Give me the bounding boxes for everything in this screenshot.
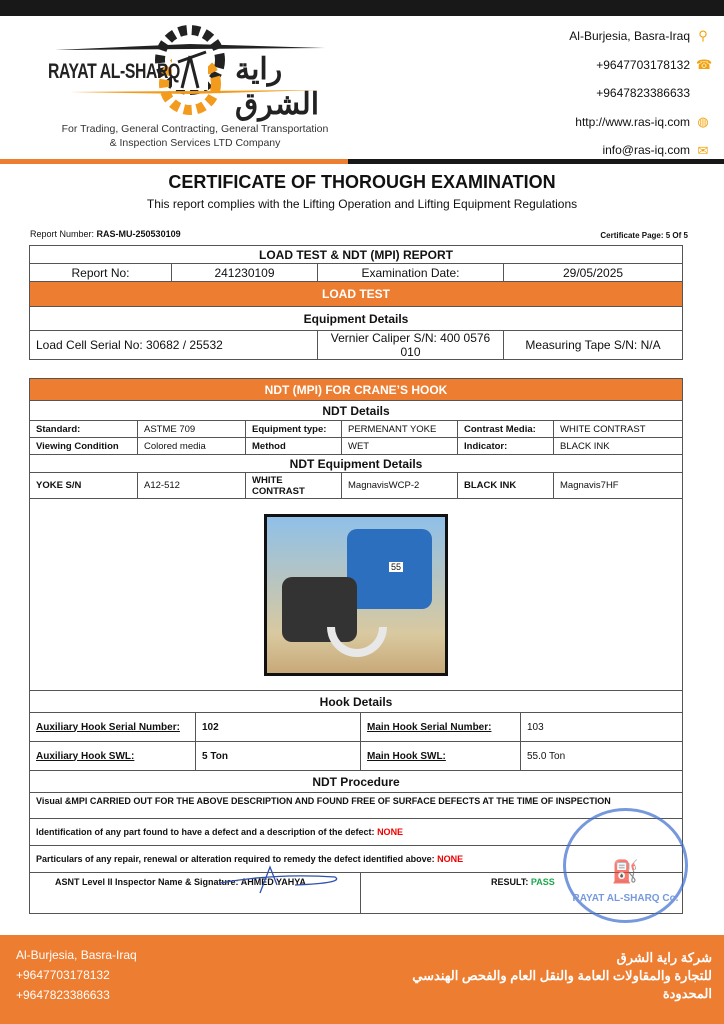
page-title: CERTIFICATE OF THOROUGH EXAMINATION [168,172,556,192]
footer: Al-Burjesia, Basra-Iraq +9647703178132 +9647823386633 شركة راية الشرق للتجارة والمقاولات العامة والنقل العام والفحص الهندسي المحدودة [0,935,724,1024]
table-cell: 103 [521,713,683,742]
table-cell: Identification of any part found to have a defect and a description of the defect: NONE [30,819,683,846]
table-cell: A12-512 [138,473,246,499]
table-cell: Auxiliary Hook Serial Number: [30,713,196,742]
table-cell: Equipment Details [30,307,683,331]
table-cell: Indicator: [458,438,554,455]
table-cell: WHITE CONTRAST [554,421,683,438]
table-cell: 241230109 [172,264,318,282]
table-cell: MagnavisWCP-2 [342,473,458,499]
company-logo: RAYAT AL-SHARQ راية الشرق For Trading, General Contracting, General Transportation & Inspection Services LTD Company [40,22,350,152]
website-link[interactable]: http://www.ras-iq.com [575,114,690,129]
inspector-signature: ASNT Level II Inspector Name & Signature: AHMED YAHYA [30,873,361,914]
load-test-table [29,245,683,360]
table-cell: Equipment type: [246,421,342,438]
table-cell: Main Hook Serial Number: [361,713,521,742]
divider [0,159,348,164]
table-cell: WET [342,438,458,455]
table-cell: Hook Details [30,691,683,713]
mail-icon: ✉ [697,142,709,158]
signature-mark [215,865,345,895]
table-cell: Auxiliary Hook SWL: [30,742,196,771]
table-cell: Colored media [138,438,246,455]
table-cell: Measuring Tape S/N: N/A [504,331,683,360]
phone: +9647823386633 [596,86,690,101]
location-pin-icon: ⚲ [698,28,708,44]
table-cell: 5 Ton [196,742,361,771]
table-cell: ASTME 709 [138,421,246,438]
top-bar [0,0,724,16]
table-cell: Method [246,438,342,455]
address: Al-Burjesia, Basra-Iraq [569,29,690,43]
divider [348,159,724,164]
table-cell: NDT Details [30,401,683,421]
phone-icon: ☎ [696,56,713,72]
table-cell: Vernier Caliper S/N: 400 0576 010 [318,331,504,360]
table-cell: BLACK INK [554,438,683,455]
table-cell: Magnavis7HF [554,473,683,499]
table-cell: NDT (MPI) FOR CRANE’S HOOK [30,379,683,401]
table-cell: 55.0 Ton [521,742,683,771]
table-cell: Contrast Media: [458,421,554,438]
email-link[interactable]: info@ras-iq.com [602,143,690,158]
table-cell: Main Hook SWL: [361,742,521,771]
table-cell: Viewing Condition [30,438,138,455]
table-cell: Examination Date: [318,264,504,282]
table-cell: NDT Equipment Details [30,455,683,473]
table-cell: Report No: [30,264,172,282]
phone: +9647703178132 [596,57,690,72]
table-cell: BLACK INK [458,473,554,499]
table-cell: YOKE S/N [30,473,138,499]
table-cell: Standard: [30,421,138,438]
certificate-page: Certificate Page: 5 Of 5 [600,231,688,240]
table-cell: LOAD TEST & NDT (MPI) REPORT [30,246,683,264]
table-cell: Particulars of any repair, renewal or alteration required to remedy the defect identified above: NONE [30,846,683,873]
table-cell: LOAD TEST [30,282,683,307]
table-cell: 29/05/2025 [504,264,683,282]
subtitle: This report complies with the Lifting Operation and Lifting Equipment Regulations [146,197,578,211]
ndt-table [29,378,683,713]
company-stamp: ⛽ RAYAT AL-SHARQ Co. [563,808,688,923]
hook-photo: 55 [264,514,448,676]
tagline: For Trading, General Contracting, General Transportation [61,123,329,135]
table-cell [30,499,683,691]
table-cell: 102 [196,713,361,742]
table-cell: PERMENANT YOKE [342,421,458,438]
contact-info [569,22,713,165]
table-cell: NDT Procedure [30,771,683,793]
report-number: Report Number: RAS-MU-250530109 [30,229,181,239]
table-cell: Visual &MPI CARRIED OUT FOR THE ABOVE DESCRIPTION AND FOUND FREE OF SURFACE DEFECTS AT THE TIME OF INSPECTION [30,793,683,819]
table-cell: Load Cell Serial No: 30682 / 25532 [30,331,318,360]
tagline: & Inspection Services LTD Company [109,137,281,149]
table-cell: WHITE CONTRAST [246,473,342,499]
globe-icon: ◍ [697,114,709,130]
result: RESULT: PASS [361,873,683,914]
